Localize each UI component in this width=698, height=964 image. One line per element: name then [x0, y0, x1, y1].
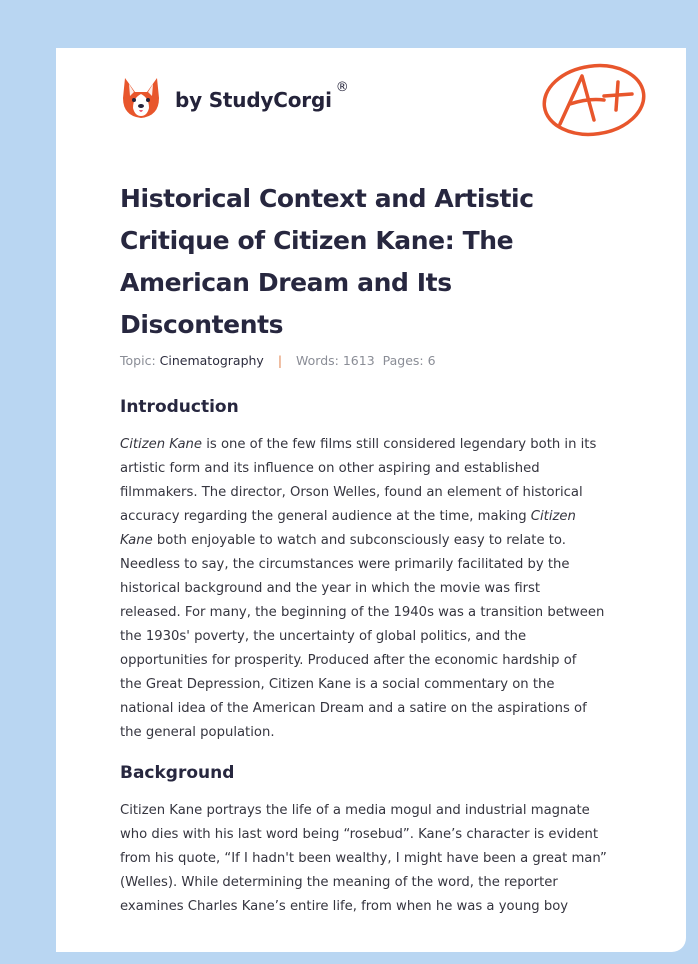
corgi-logo-icon	[121, 76, 161, 120]
meta-separator: |	[277, 353, 283, 368]
paragraph-line: examines Charles Kane’s entire life, from when he was a young boy	[120, 899, 569, 914]
title-line: Historical Context and Artistic	[120, 184, 534, 213]
paragraph-line: (Welles). While determining the meaning of the word, the reporter	[120, 875, 558, 890]
paragraph-line: from his quote, “If I hadn't been wealthy, I might have been a great man”	[120, 851, 607, 866]
background-paragraph	[120, 799, 634, 919]
words-value: 1613	[342, 353, 375, 368]
paragraph-line: national idea of the American Dream and a satire on the aspirations of	[120, 701, 587, 716]
introduction-paragraph	[120, 433, 634, 745]
topic-label: Topic:	[120, 353, 156, 368]
registered-mark: ®	[335, 80, 349, 95]
paragraph-line: historical background and the year in which the movie was first	[120, 581, 541, 596]
title-line: Critique of Citizen Kane: The	[120, 226, 514, 255]
paragraph-line: opportunities for prosperity. Produced after the economic hardship of	[120, 653, 577, 668]
paragraph-line: released. For many, the beginning of the 1940s was a transition between	[120, 605, 605, 620]
italic-film-title: Kane	[120, 533, 153, 548]
paragraph-line	[120, 433, 634, 457]
page-title	[120, 178, 590, 346]
line-text: is one of the few films still considered legendary both in its	[202, 437, 597, 452]
brand-name	[175, 80, 349, 112]
paragraph-line: who dies with his last word being “rosebud”. Kane’s character is evident	[120, 827, 599, 842]
paragraph-line: Citizen Kane portrays the life of a media mogul and industrial magnate	[120, 803, 590, 818]
italic-film-title: Citizen	[530, 509, 576, 524]
line-text: both enjoyable to watch and subconsciously easy to relate to.	[152, 533, 566, 548]
paragraph-line: filmmakers. The director, Orson Welles, found an element of historical	[120, 485, 583, 500]
topic-link[interactable]: Cinematography	[159, 353, 264, 368]
paragraph-line	[120, 529, 634, 553]
document-page	[56, 48, 686, 952]
paragraph-line	[120, 505, 634, 529]
document-meta	[120, 353, 436, 368]
studycorgi-logo[interactable]	[121, 76, 349, 120]
paragraph-line: Needless to say, the circumstances were primarily facilitated by the	[120, 557, 570, 572]
words-label: Words:	[296, 353, 339, 368]
pages-label: Pages:	[382, 353, 424, 368]
title-line: Discontents	[120, 310, 284, 339]
paragraph-line: the general population.	[120, 725, 275, 740]
pages-value: 6	[427, 353, 436, 368]
a-plus-grade-icon	[538, 58, 648, 138]
background-heading: Background	[120, 763, 235, 783]
italic-film-title: Citizen Kane	[120, 437, 203, 452]
line-text: accuracy regarding the general audience at the time, making	[120, 509, 531, 524]
paragraph-line: the 1930s' poverty, the uncertainty of global politics, and the	[120, 629, 527, 644]
brand-text: by StudyCorgi	[175, 88, 332, 112]
title-line: American Dream and Its	[120, 268, 452, 297]
paragraph-line: the Great Depression, Citizen Kane is a social commentary on the	[120, 677, 555, 692]
introduction-heading: Introduction	[120, 397, 239, 417]
paragraph-line: artistic form and its influence on other aspiring and established	[120, 461, 540, 476]
grade-text: A+	[538, 58, 540, 59]
